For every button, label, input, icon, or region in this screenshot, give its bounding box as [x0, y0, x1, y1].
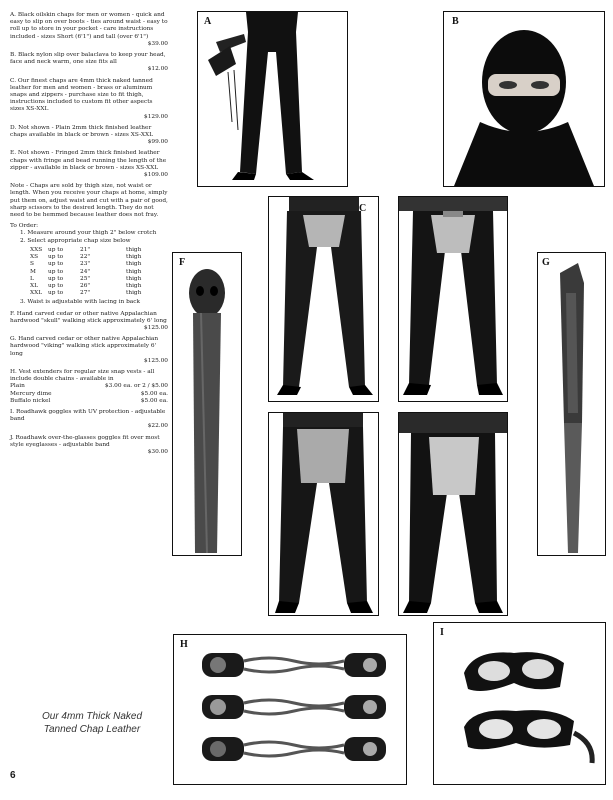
size-row: S up to 23" thigh — [30, 261, 142, 268]
vest-row: Buffalo nickel $5.00 ea. — [10, 397, 168, 404]
entry-e-text: E. Not shown - Fringed 2mm thick finished leather chaps with fringe and bead running the length of the zipper - available in black or brown - sizes XS-XXL — [10, 150, 167, 171]
entry-c-price: $129.00 — [144, 113, 168, 120]
photo-g-viking-walking-stick — [537, 252, 606, 556]
photo-h-vest-extenders — [173, 634, 407, 785]
chaps-back-man-illustration — [399, 413, 507, 615]
entry-d — [10, 125, 168, 147]
entry-h-text: H. Vest extenders for regular size snap vests - all include double chains - available in — [10, 368, 155, 383]
order-instructions — [10, 223, 168, 306]
chaps-note: Note - Chaps are sold by thigh size, not waist or length. When you receive your chaps at home, simply put them on, adjust waist and cut with a pair of good, sharp scissors to the desired length. They do not need to be hemmed because leather does not fray. — [10, 183, 168, 219]
photo-d-leather-chaps-front-man — [398, 196, 508, 402]
photo-c-leather-chaps-front — [268, 196, 379, 402]
oilskin-chaps-illustration — [198, 12, 347, 186]
entry-g-text: G. Hand carved cedar or other native Appalachian hardwood "viking" walking stick approximately 6' long — [10, 336, 159, 357]
entry-f-text: F. Hand carved cedar or other native Appalachian hardwood "skull" walking stick approximately 6' long — [10, 310, 167, 324]
entry-j-price: $30.00 — [147, 448, 168, 455]
entry-b — [10, 52, 168, 74]
order-step-2: 2. Select appropriate chap size below — [20, 237, 131, 244]
entry-c — [10, 78, 168, 121]
label-h: H — [180, 639, 188, 650]
size-table — [30, 247, 168, 297]
entry-a — [10, 12, 168, 48]
entry-c-text: C. Our finest chaps are 4mm thick naked tanned leather for men and women - brass or aluminum snaps and zippers - purchase size to fit thigh, instructions included to custom fit other aspects sizes XS-XXL — [10, 77, 153, 113]
page-number: 6 — [10, 770, 16, 781]
label-b: B — [452, 16, 459, 27]
photo-a-oilskin-chaps — [197, 11, 348, 187]
label-a: A — [204, 16, 212, 27]
balaclava-illustration — [444, 12, 604, 186]
viking-stick-illustration — [538, 253, 605, 555]
chaps-back-woman-illustration — [269, 413, 378, 615]
entry-i-text: I. Roadhawk goggles with UV protection - adjustable band — [10, 408, 166, 423]
caption-line-2: Tanned Chap Leather — [43, 724, 141, 735]
order-step-1: 1. Measure around your thigh 2" below crotch — [20, 230, 157, 237]
size-row: XXS up to 21" thigh — [30, 246, 142, 253]
entry-a-price: $39.00 — [147, 40, 168, 47]
label-g: G — [542, 257, 550, 268]
vest-extenders-illustration — [174, 635, 406, 784]
size-row: XS up to 22" thigh — [30, 254, 142, 261]
entry-b-text: B. Black nylon slip over balaclava to keep your head, face and neck warm, one size fits all — [10, 52, 166, 66]
chaps-front-man-illustration — [399, 197, 507, 401]
photo-chaps-back-man — [398, 412, 508, 616]
photo-chaps-back-woman — [268, 412, 379, 616]
order-heading: To Order: — [10, 223, 39, 230]
entry-f — [10, 311, 168, 333]
goggles-illustration — [434, 623, 605, 784]
size-row: XL up to 26" thigh — [30, 282, 142, 289]
entry-h — [10, 369, 168, 405]
photo-f-skull-walking-stick — [172, 252, 242, 556]
size-row: L up to 25" thigh — [30, 275, 142, 282]
caption-line-1: Our 4mm Thick Naked — [41, 711, 143, 722]
entry-b-price: $12.00 — [147, 66, 168, 73]
entry-d-text: D. Not shown - Plain 2mm thick finished leather chaps available in black or brown - sizes XS-XXL — [10, 124, 153, 139]
photo-b-balaclava — [443, 11, 605, 187]
entry-g-price: $125.00 — [144, 357, 168, 364]
product-description-column — [10, 12, 168, 460]
entry-e — [10, 150, 168, 179]
vest-row: Plain $3.00 ea. or 2 / $5.00 — [10, 383, 168, 390]
vest-row: Mercury dime $5.00 ea. — [10, 390, 168, 397]
size-row: M up to 24" thigh — [30, 268, 142, 275]
entry-i-price: $22.00 — [147, 423, 168, 430]
size-row: XXL up to 27" thigh — [30, 290, 142, 297]
entry-d-price: $99.00 — [147, 139, 168, 146]
skull-stick-illustration — [173, 253, 241, 555]
photo-i-goggles — [433, 622, 606, 785]
entry-i — [10, 409, 168, 431]
order-step-3: 3. Waist is adjustable with lacing in back — [20, 299, 141, 306]
entry-a-text: A. Black oilskin chaps for men or women - quick and easy to slip on over boots - ties around waist - easy to roll up to store in your pocket - care instructions included - sizes Short (6'1") and tall (over 6'1") — [10, 12, 168, 40]
entry-f-price: $125.00 — [144, 324, 168, 331]
label-f: F — [179, 257, 186, 268]
entry-j-text: J. Roadhawk over-the-glasses goggles fit over most style eyeglasses - adjustable band — [10, 434, 160, 448]
entry-j — [10, 435, 168, 457]
label-i: I — [440, 627, 444, 638]
entry-g — [10, 336, 168, 365]
label-c: C — [359, 203, 367, 214]
leather-caption — [22, 710, 162, 736]
entry-e-price: $109.00 — [144, 172, 168, 179]
chaps-front-illustration — [269, 197, 378, 401]
